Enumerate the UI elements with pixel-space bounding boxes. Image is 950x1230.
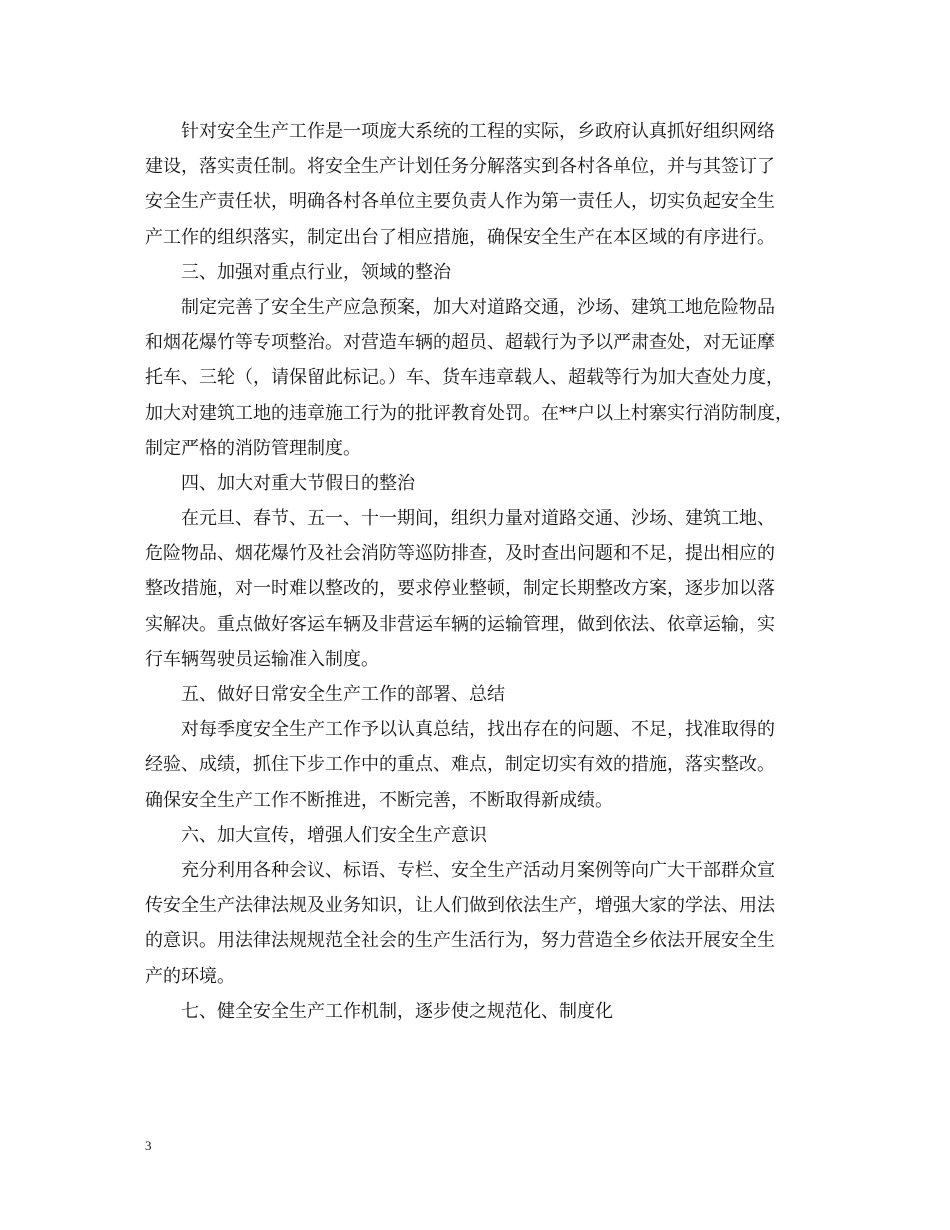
paragraph-first-line: 三、加强对重点行业，领域的整治 [181, 261, 451, 283]
paragraph-first-line: 针对安全生产工作是一项庞大系统的工程的实际，乡政府认真抓好组织网络 [181, 121, 775, 142]
paragraph-line: 的意识。用法律法规规范全社会的生产生活行为，努力营造全乡依法开展安全生 [145, 930, 775, 952]
paragraph-first-line: 制定完善了安全生产应急预案，加大对道路交通，沙场、建筑工地危险物品 [181, 296, 775, 318]
paragraph-line: 行车辆驾驶员运输准入制度。 [145, 648, 379, 670]
paragraph-line: 和烟花爆竹等专项整治。对营造车辆的超员、超载行为予以严肃查处，对无证摩 [145, 332, 775, 354]
paragraph-line: 托车、三轮（，请保留此标记。）车、货车违章载人、超载等行为加大查处力度， [145, 367, 784, 389]
paragraph-first-line: 五、做好日常安全生产工作的部署、总结 [181, 684, 505, 705]
paragraph-first-line: 对每季度安全生产工作予以认真总结，找出存在的问题、不足，找准取得的 [181, 719, 775, 741]
paragraph-first-line: 在元旦、春节、五一、十一期间，组织力量对道路交通、沙场、建筑工地、 [181, 508, 775, 530]
paragraph-first-line: 六、加大宣传，增强人们安全生产意识 [181, 824, 487, 846]
paragraph-first-line: 七、健全安全生产工作机制，逐步使之规范化、制度化 [181, 1000, 613, 1022]
paragraph-line: 产的环境。 [145, 965, 235, 987]
paragraph-line: 传安全生产法律法规及业务知识，让人们做到依法生产，增强大家的学法、用法 [145, 895, 775, 917]
paragraph-first-line: 充分利用各种会议、标语、专栏、安全生产活动月案例等向广大干部群众宣 [181, 859, 775, 881]
page-number: 3 [145, 1138, 152, 1153]
paragraph-line: 确保安全生产工作不断推进，不断完善，不断取得新成绩。 [145, 789, 613, 811]
document-body [145, 114, 810, 1029]
paragraph-line: 实解决。重点做好客运车辆及非营运车辆的运输管理，做到依法、依章运输，实 [145, 613, 775, 635]
paragraph-line: 经验、成绩，抓住下步工作中的重点、难点，制定切实有效的措施，落实整改。 [145, 754, 775, 776]
paragraph-line: 整改措施，对一时难以整改的，要求停业整顿，制定长期整改方案，逐步加以落 [145, 578, 775, 600]
paragraph-line: 建设，落实责任制。将安全生产计划任务分解落实到各村各单位，并与其签订了 [145, 156, 775, 178]
paragraph-line: 加大对建筑工地的违章施工行为的批评教育处罚。在**户以上村寨实行消防制度， [145, 402, 793, 424]
paragraph-line: 产工作的组织落实，制定出台了相应措施，确保安全生产在本区域的有序进行。 [145, 226, 775, 248]
paragraph-line: 安全生产责任状，明确各村各单位主要负责人作为第一责任人，切实负起安全生 [145, 191, 775, 213]
paragraph-first-line: 四、加大对重大节假日的整治 [181, 472, 415, 494]
paragraph-line: 制定严格的消防管理制度。 [145, 437, 361, 459]
paragraph-line: 危险物品、烟花爆竹及社会消防等巡防排查，及时查出问题和不足，提出相应的 [145, 543, 775, 565]
